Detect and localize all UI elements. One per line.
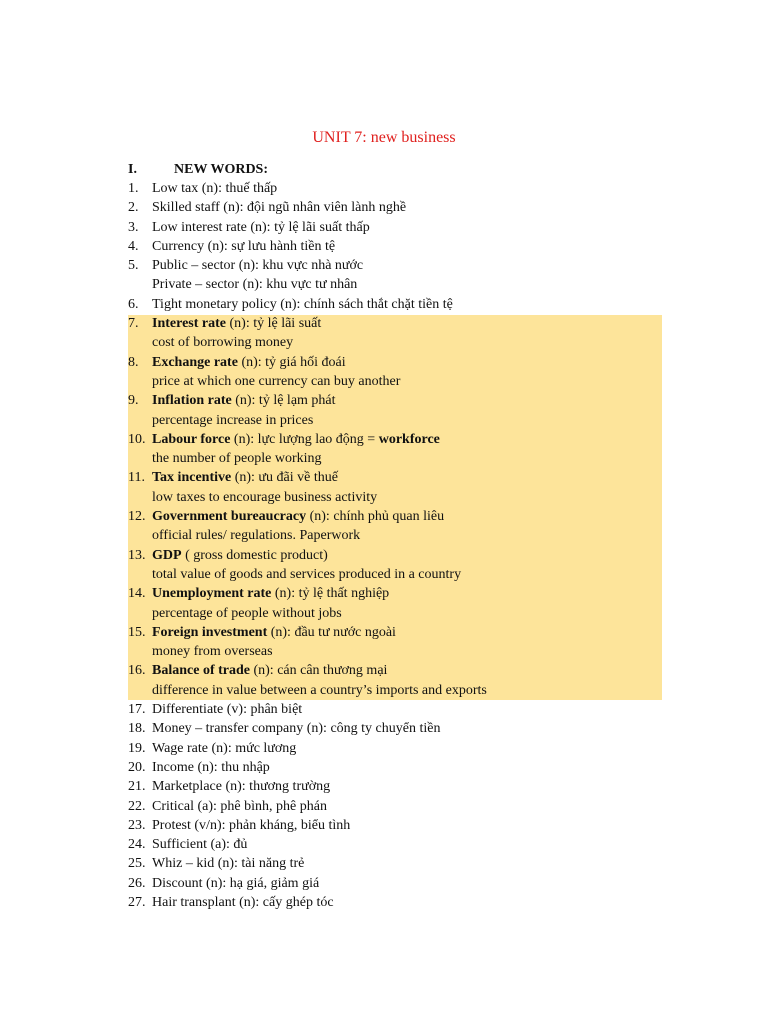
vocab-definition: (n): lực lượng lao động = (230, 431, 379, 447)
vocab-note: Private – sector (n): khu vực tư nhân (152, 277, 358, 293)
vocab-item-number: 12. (128, 509, 146, 525)
vocab-definition: Wage rate (n): mức lương (152, 740, 297, 756)
vocab-item-text (152, 623, 396, 642)
vocab-item-number: 24. (128, 837, 146, 853)
vocab-definition: Public – sector (n): khu vực nhà nước (152, 258, 364, 274)
vocab-item (128, 391, 688, 410)
vocab-synonym: workforce (378, 431, 440, 447)
vocab-item (128, 584, 688, 603)
vocab-definition: Tight monetary policy (n): chính sách thắt chặt tiền tệ (152, 296, 453, 312)
vocab-item-text (152, 237, 335, 256)
vocab-item-number: 25. (128, 856, 146, 872)
vocab-definition: Marketplace (n): thương trường (152, 779, 331, 795)
vocab-item-number: 5. (128, 258, 139, 274)
section-numeral: I. (128, 162, 137, 177)
vocab-item-note-line (128, 275, 688, 294)
vocab-item (128, 893, 688, 912)
unit-title: UNIT 7: new business (312, 129, 456, 146)
vocab-item-number: 16. (128, 663, 146, 679)
vocab-item-text (152, 430, 440, 449)
vocab-item-note-line (128, 488, 688, 507)
vocab-item-text (152, 777, 330, 796)
vocab-note: percentage increase in prices (152, 412, 314, 428)
vocab-item-note-line (128, 526, 688, 545)
vocab-definition: (n): cán cân thương mại (249, 663, 388, 679)
vocab-item-number: 13. (128, 547, 146, 563)
vocab-term: Government bureaucracy (152, 509, 307, 525)
vocab-definition: Income (n): thu nhập (152, 759, 270, 775)
vocab-item-number: 21. (128, 779, 146, 795)
vocab-item-note-line (128, 372, 688, 391)
vocab-item-note-line (128, 642, 688, 661)
vocab-definition: Discount (n): hạ giá, giảm giá (152, 875, 320, 891)
vocab-note: low taxes to encourage business activity (152, 489, 378, 505)
vocab-item (128, 835, 688, 854)
vocab-item-text (152, 661, 387, 680)
vocab-item-number: 17. (128, 702, 146, 718)
vocab-item-text (152, 179, 277, 198)
vocab-note: price at which one currency can buy another (152, 373, 401, 389)
vocab-item-text (152, 758, 270, 777)
vocab-item (128, 507, 688, 526)
vocab-item (128, 797, 688, 816)
vocab-item-text (152, 719, 440, 738)
vocabulary-list (128, 179, 688, 912)
vocab-item (128, 700, 688, 719)
vocab-item (128, 237, 688, 256)
vocab-item (128, 353, 688, 372)
vocab-note: total value of goods and services produced in a country (152, 566, 462, 582)
vocab-item-text (152, 854, 304, 873)
vocab-item-text (152, 295, 453, 314)
vocab-item (128, 179, 688, 198)
vocab-item-number: 27. (128, 894, 146, 910)
vocab-item-text (152, 468, 338, 487)
vocab-note: the number of people working (152, 451, 322, 467)
vocab-item-text (152, 391, 336, 410)
vocab-item (128, 816, 688, 835)
vocab-note: official rules/ regulations. Paperwork (152, 528, 361, 544)
vocab-item-number: 19. (128, 740, 146, 756)
vocab-definition: ( gross domestic product) (181, 547, 328, 563)
vocab-item-number: 7. (128, 316, 139, 332)
vocab-item-note-line (128, 333, 688, 352)
vocab-definition: (n): đầu tư nước ngoài (267, 624, 396, 640)
vocab-definition: (n): chính phủ quan liêu (306, 509, 445, 525)
vocab-definition: (n): tỷ lệ lãi suất (226, 316, 322, 332)
vocab-term: Unemployment rate (152, 586, 272, 602)
vocab-item-text (152, 893, 334, 912)
vocab-item (128, 468, 688, 487)
vocab-term: Interest rate (152, 316, 226, 332)
vocab-item-number: 22. (128, 798, 146, 814)
vocab-item-number: 1. (128, 181, 139, 196)
vocab-item-note-line (128, 604, 688, 623)
vocab-item-number: 20. (128, 759, 146, 775)
vocab-item-number: 4. (128, 238, 139, 254)
vocab-definition: Differentiate (v): phân biệt (152, 702, 303, 718)
vocab-item-number: 23. (128, 817, 146, 833)
vocab-item-text (152, 816, 350, 835)
vocab-item-number: 8. (128, 354, 139, 370)
vocab-item (128, 719, 688, 738)
vocab-item-note-line (128, 449, 688, 468)
vocab-item (128, 430, 688, 449)
vocab-item-text (152, 353, 346, 372)
section-heading (128, 160, 268, 179)
vocab-term: GDP (152, 547, 182, 563)
vocab-item (128, 218, 688, 237)
vocab-definition: Whiz – kid (n): tài năng trẻ (152, 856, 305, 872)
vocab-item (128, 295, 688, 314)
vocab-definition: Skilled staff (n): đội ngũ nhân viên lành nghề (152, 200, 407, 216)
section-heading-text: NEW WORDS: (174, 162, 269, 177)
vocab-item (128, 777, 688, 796)
vocab-definition: Critical (a): phê bình, phê phán (152, 798, 327, 814)
vocab-item-number: 26. (128, 875, 146, 891)
vocab-definition: Sufficient (a): đủ (152, 837, 248, 853)
vocab-item-note-line (128, 681, 688, 700)
vocab-item-text (152, 314, 321, 333)
vocab-item (128, 739, 688, 758)
vocab-item-number: 3. (128, 219, 139, 235)
vocab-item-note-line (128, 411, 688, 430)
vocab-item-text (152, 218, 370, 237)
vocab-item-number: 10. (128, 431, 146, 447)
vocab-note: cost of borrowing money (152, 335, 294, 351)
vocab-definition: (n): tỷ giá hối đoái (237, 354, 346, 370)
vocab-definition: Low tax (n): thuế thấp (152, 181, 278, 196)
vocab-term: Foreign investment (152, 624, 268, 640)
vocab-term: Tax incentive (152, 470, 232, 486)
vocab-item-text (152, 507, 444, 526)
vocab-item (128, 314, 688, 333)
vocab-item-text (152, 835, 247, 854)
vocab-item-text (152, 797, 327, 816)
vocab-definition: Money – transfer company (n): công ty chuyển tiền (152, 721, 441, 737)
vocab-item (128, 256, 688, 275)
vocab-item-number: 11. (128, 470, 145, 486)
vocab-definition: (n): tỷ lệ thất nghiệp (271, 586, 390, 602)
vocab-item (128, 661, 688, 680)
vocab-item (128, 758, 688, 777)
vocab-item-text (152, 874, 319, 893)
vocab-item-text (152, 700, 302, 719)
vocab-note: difference in value between a country’s imports and exports (152, 682, 487, 698)
vocab-note: money from overseas (152, 644, 273, 660)
vocab-definition: Low interest rate (n): tỷ lệ lãi suất thấp (152, 219, 370, 235)
vocab-definition: Hair transplant (n): cấy ghép tóc (152, 894, 334, 910)
vocab-item-number: 2. (128, 200, 139, 216)
vocab-item-number: 18. (128, 721, 146, 737)
vocab-term: Exchange rate (152, 354, 238, 370)
vocab-item (128, 546, 688, 565)
vocab-item (128, 874, 688, 893)
vocab-term: Inflation rate (152, 393, 232, 409)
vocab-note: percentage of people without jobs (152, 605, 342, 621)
vocab-item-text (152, 256, 363, 275)
vocab-term: Balance of trade (152, 663, 250, 679)
vocab-item-text (152, 739, 296, 758)
vocab-item-note-line (128, 565, 688, 584)
vocab-item (128, 198, 688, 217)
vocab-term: Labour force (152, 431, 231, 447)
vocab-item-number: 14. (128, 586, 146, 602)
vocab-item-number: 15. (128, 624, 146, 640)
vocab-definition: (n): ưu đãi về thuế (231, 470, 338, 486)
vocab-item-number: 6. (128, 296, 139, 312)
vocab-item-text (152, 584, 389, 603)
vocab-item-text (152, 546, 328, 565)
vocab-item (128, 854, 688, 873)
vocab-item (128, 623, 688, 642)
vocab-item-text (152, 198, 406, 217)
vocab-definition: Protest (v/n): phản kháng, biểu tình (152, 817, 351, 833)
vocab-definition: Currency (n): sự lưu hành tiền tệ (152, 238, 336, 254)
vocab-definition: (n): tỷ lệ lạm phát (231, 393, 336, 409)
vocab-item-number: 9. (128, 393, 139, 409)
